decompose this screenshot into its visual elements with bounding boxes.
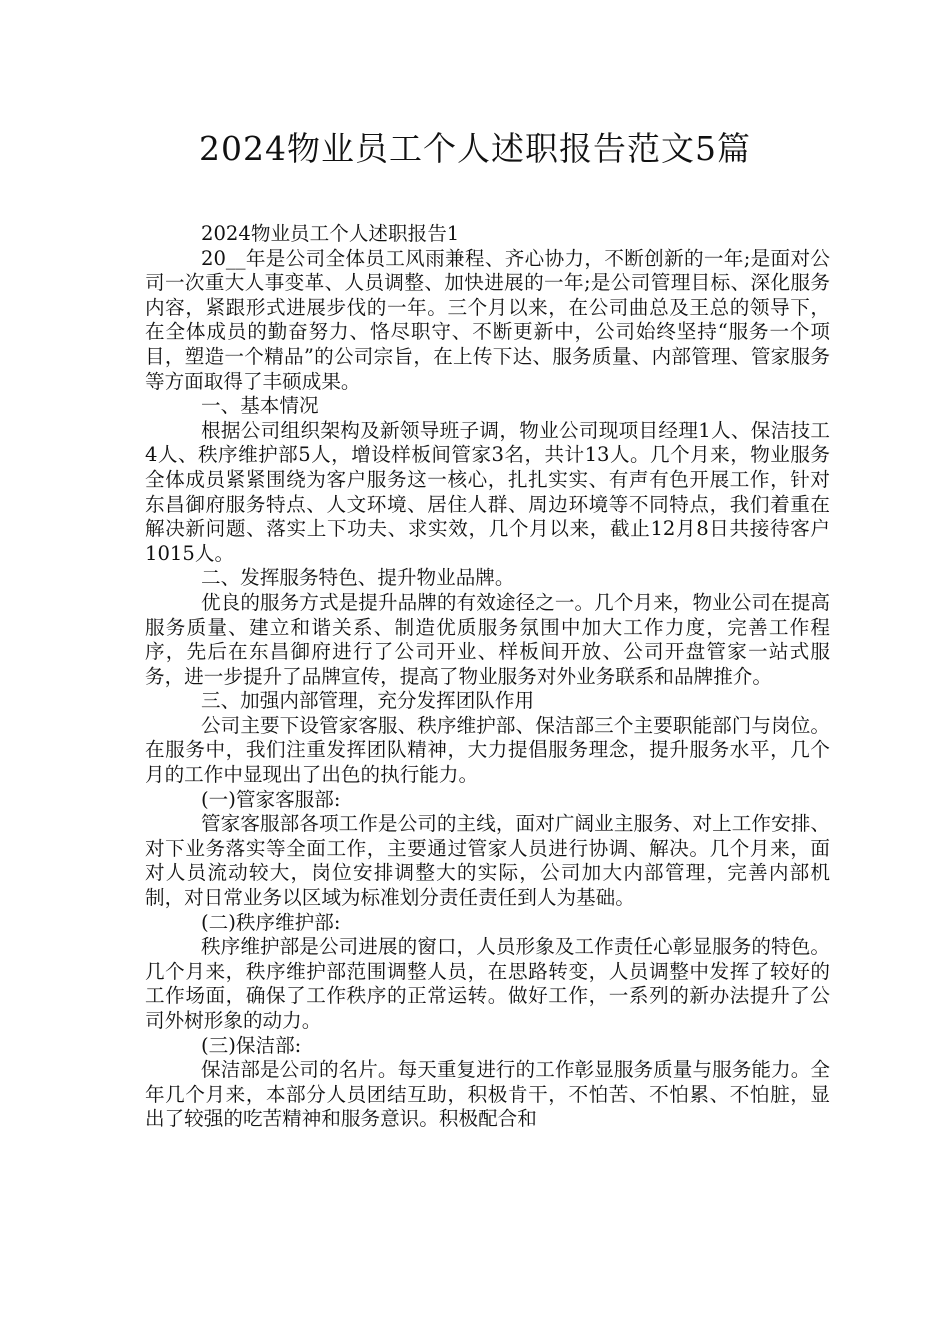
document-title: 2024物业员工个人述职报告范文5篇 [199,129,751,168]
section-heading-service: 二、发挥服务特色、提升物业品牌。 [201,566,515,590]
section-heading-basic: 一、基本情况 [201,394,319,418]
basic-paragraph: 根据公司组织架构及新领导班子调，物业公司现项目经理1人、保洁技工4人、秩序维护部5人，增设样板间管家3名，共计13人。几个月来，物业服务全体成员紧紧围绕为客户服务这一核心，扎扎实实、有声有色开展工作，针对东昌御府服务特点、人文环境、居住人群、周边环境等不同特点，我们着重在解决新问题、落实上下功夫、求实效，几个月以来，截止12月8日共接待客户1015人。 [145,418,830,565]
management-paragraph: 公司主要下设管家客服、秩序维护部、保洁部三个主要职能部门与岗位。在服务中，我们注重发挥团队精神，大力提倡服务理念，提升服务水平，几个月的工作中显现出了出色的执行能力。 [145,713,830,787]
subsection-heading-cleaning: (三)保洁部: [201,1033,302,1057]
section-heading-management: 三、加强内部管理，充分发挥团队作用 [201,689,535,713]
intro-paragraph: 20__年是公司全体员工风雨兼程、齐心协力，不断创新的一年;是面对公司一次重大人事变革、人员调整、加快进展的一年;是公司管理目标、深化服务内容，紧跟形式进展步伐的一年。三个月以来，在公司曲总及王总的领导下，在全体成员的勤奋努力、恪尽职守、不断更新中，公司始终坚持“服务一个项目，塑造一个精品”的公司宗旨，在上传下达、服务质量、内部管理、管家服务等方面取得了丰硕成果。 [145,246,830,393]
subsection-heading-butler: (一)管家客服部: [201,787,341,811]
report-subtitle: 2024物业员工个人述职报告1 [201,222,460,245]
service-paragraph: 优良的服务方式是提升品牌的有效途径之一。几个月来，物业公司在提高服务质量、建立和谐关系、制造优质服务氛围中加大工作力度，完善工作程序，先后在东昌御府进行了公司开业、样板间开放、公司开盘管家一站式服务，进一步提升了品牌宣传，提高了物业服务对外业务联系和品牌推介。 [145,590,830,688]
cleaning-paragraph: 保洁部是公司的名片。每天重复进行的工作彰显服务质量与服务能力。全年几个月来，本部分人员团结互助，积极肯干，不怕苦、不怕累、不怕脏，显出了较强的吃苦精神和服务意识。积极配合和 [145,1058,830,1131]
document-body [145,222,830,1132]
butler-paragraph: 管家客服部各项工作是公司的主线，面对广阔业主服务、对上工作安排、对下业务落实等全面工作，主要通过管家人员进行协调、解决。几个月来，面对人员流动较大，岗位安排调整大的实际，公司加大内部管理，完善内部机制，对日常业务以区域为标准划分责任责任到人为基础。 [145,812,830,910]
subsection-heading-security: (二)秩序维护部: [201,910,341,934]
security-paragraph: 秩序维护部是公司进展的窗口，人员形象及工作责任心彰显服务的特色。几个月来，秩序维护部范围调整人员，在思路转变，人员调整中发挥了较好的工作场面，确保了工作秩序的正常运转。做好工作，一系列的新办法提升了公司外树形象的动力。 [145,935,830,1032]
